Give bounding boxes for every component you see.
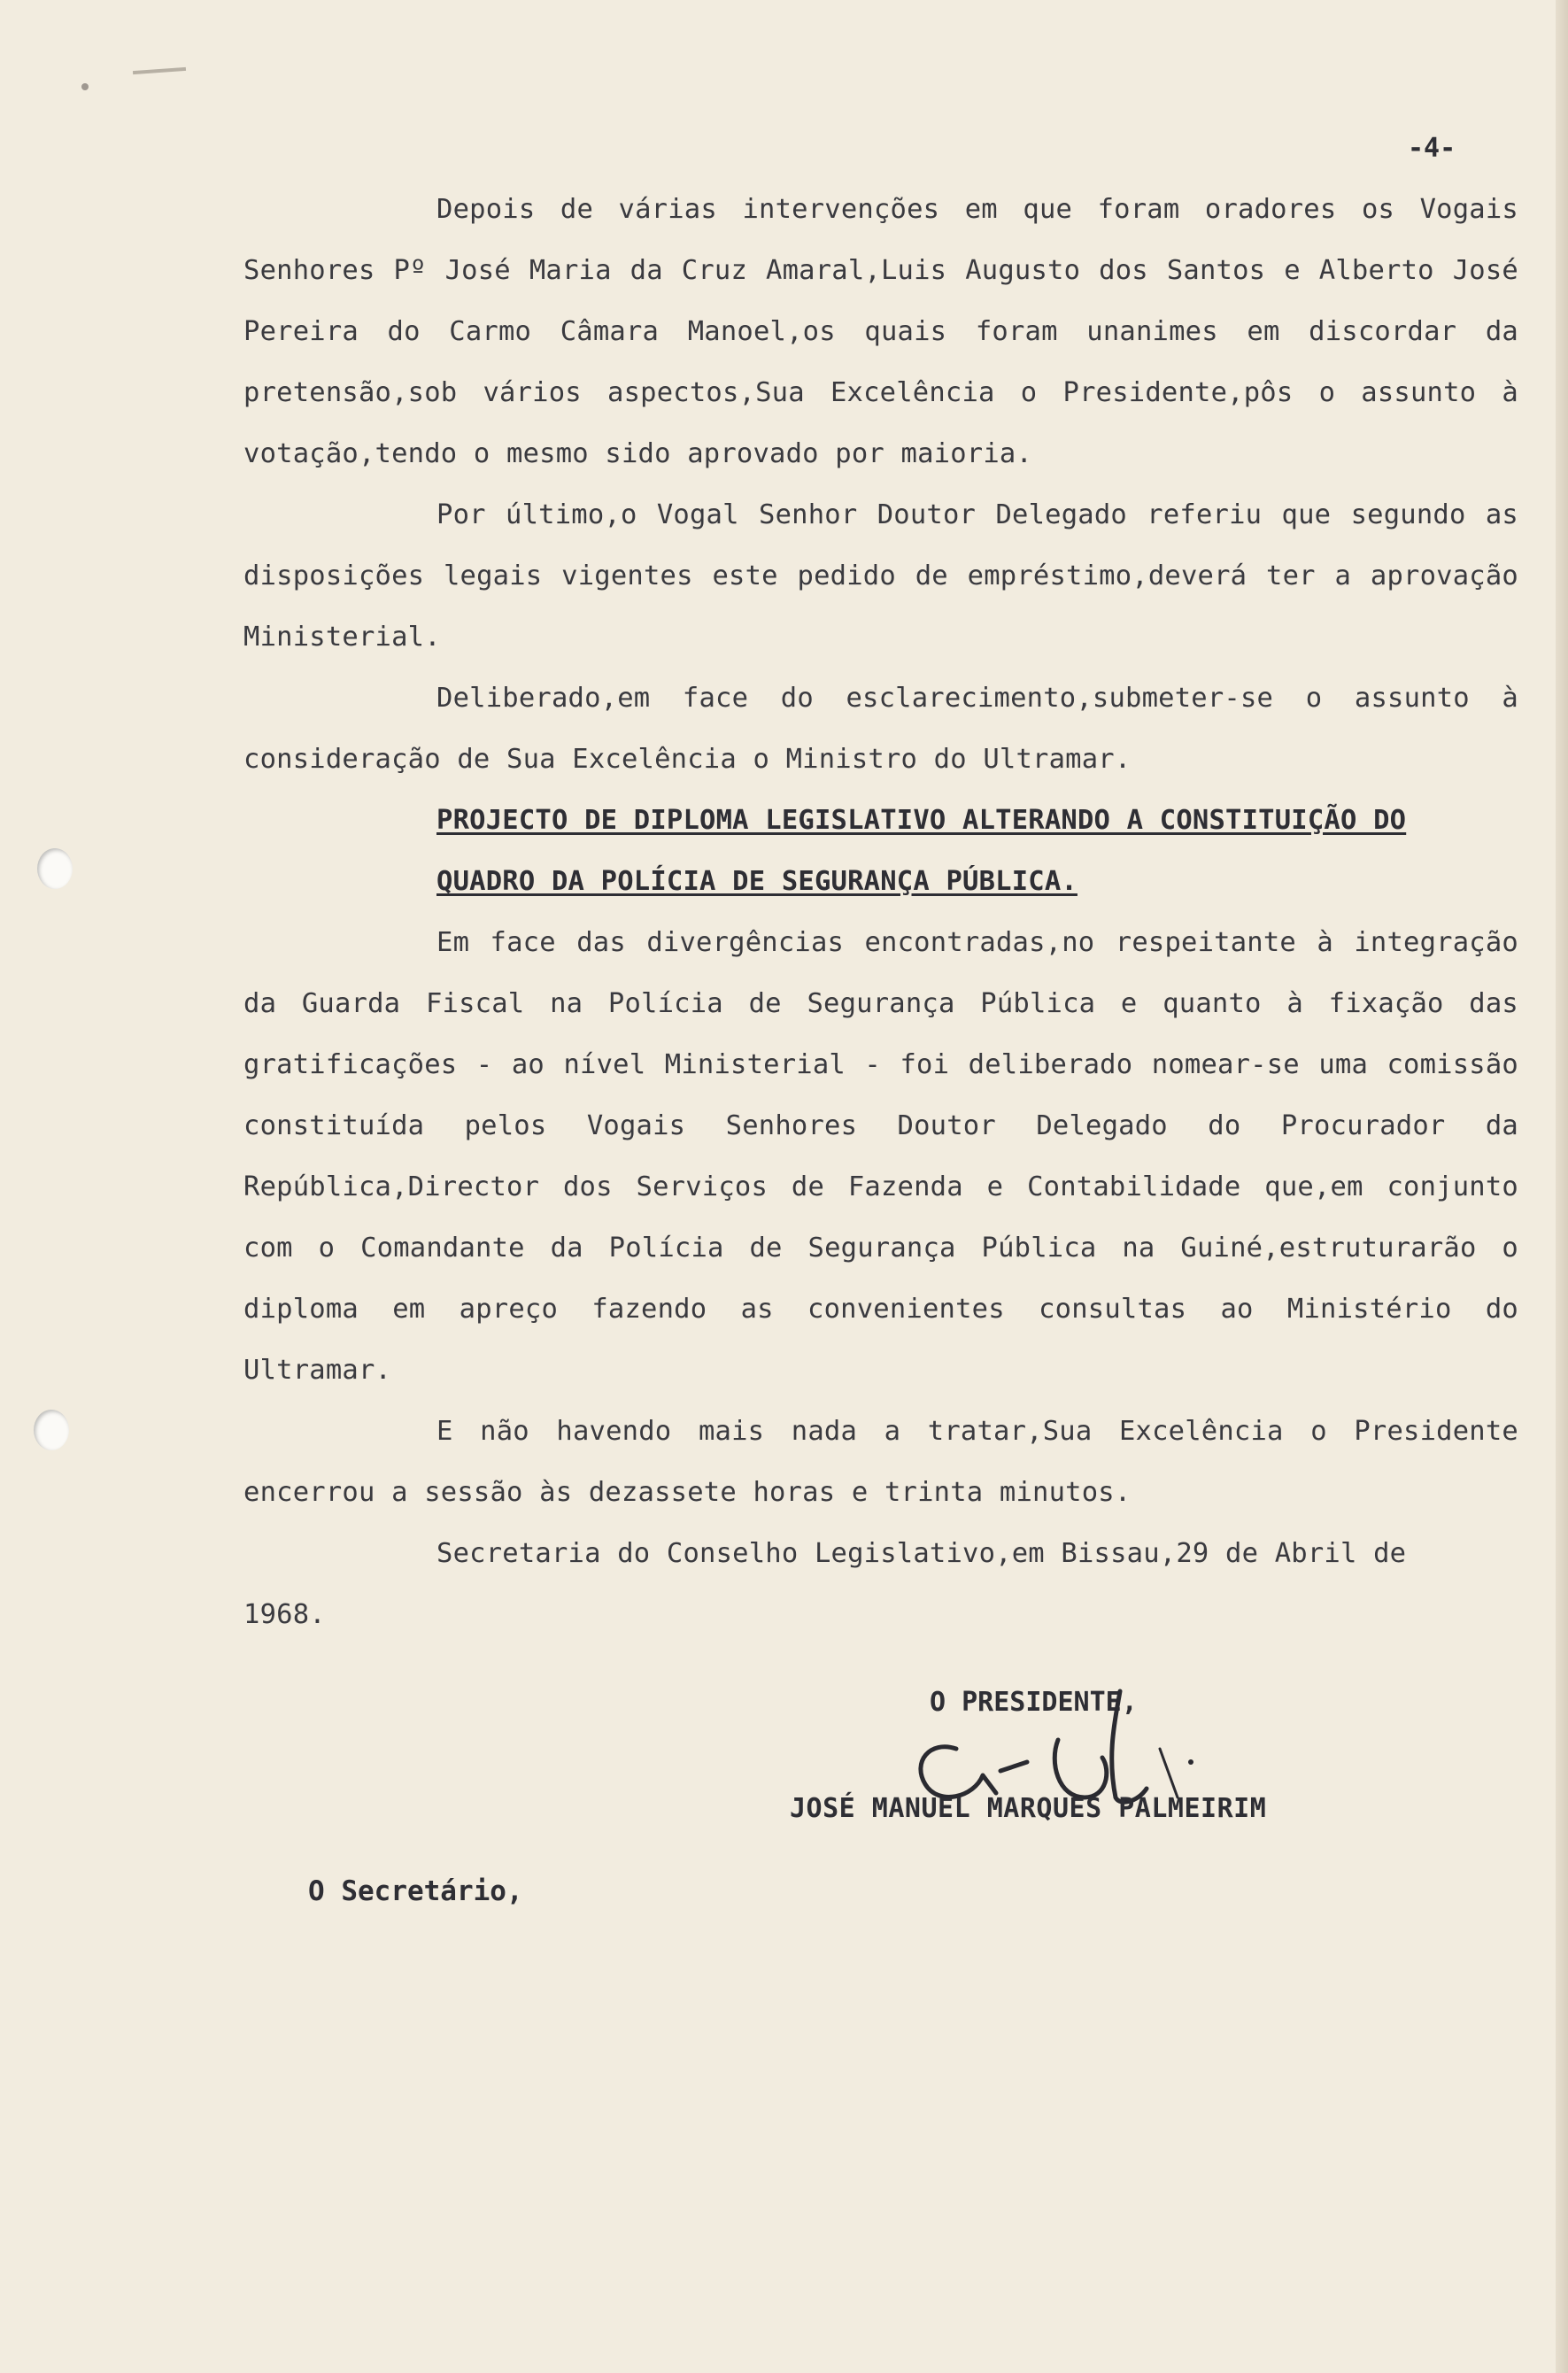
section-heading: PROJECTO DE DIPLOMA LEGISLATIVO ALTERANDO A CONSTITUIÇÃO DO: [436, 805, 1407, 836]
pencil-mark: [133, 67, 186, 74]
paragraph: E não havendo mais nada a tratar,Sua Excelência o Presidente encerrou a sessão às dezassete horas e trinta minutos.: [243, 1416, 1518, 1508]
punch-hole: [34, 1410, 69, 1450]
signature-block: [788, 1665, 1337, 1859]
paper-edge: [1556, 0, 1568, 2373]
closing-year: 1968.: [243, 1599, 326, 1630]
ink-dot: [81, 83, 89, 90]
paragraph: Deliberado,em face do esclarecimento,submeter-se o assunto à consideração de Sua Excelência o Ministro do Ultramar.: [243, 683, 1518, 775]
section-heading: QUADRO DA POLÍCIA DE SEGURANÇA PÚBLICA.: [436, 866, 1078, 897]
paragraph: Em face das divergências encontradas,no respeitante à integração da Guarda Fiscal na Polícia de Segurança Pública e quanto à fixação das gratificações - ao nível Ministerial - foi deliberado nomear-se uma comissão constituída pelos Vogais Senhores Doutor Delegado do Procurador da República,Director dos Serviços de Fazenda e Contabilidade que,em conjunto com o Comandante da Polícia de Segurança Pública na Guiné,estruturarão o diploma em apreço fazendo as convenientes consultas ao Ministério do Ultramar.: [243, 927, 1518, 1386]
document-body: [243, 179, 1518, 1645]
signature-title: O PRESIDENTE,: [930, 1687, 1138, 1718]
signatory-name: JOSÉ MANUEL MARQUES PALMEIRIM: [790, 1793, 1267, 1824]
paragraph: Por último,o Vogal Senhor Doutor Delegado referiu que segundo as disposições legais vigentes este pedido de empréstimo,deverá ter a aprovação Ministerial.: [243, 499, 1518, 653]
closing-line: Secretaria do Conselho Legislativo,em Bissau,29 de Abril de: [436, 1538, 1407, 1569]
page-number: -4-: [1408, 133, 1456, 164]
punch-hole: [37, 848, 73, 889]
paragraph: Depois de várias intervenções em que foram oradores os Vogais Senhores Pº José Maria da Cruz Amaral,Luis Augusto dos Santos e Alberto José Pereira do Carmo Câmara Manoel,os quais foram unanimes em discordar da pretensão,sob vários aspectos,Sua Excelência o Presidente,pôs o assunto à votação,tendo o mesmo sido aprovado por maioria.: [243, 194, 1518, 469]
secretary-label: O Secretário,: [308, 1875, 523, 1907]
